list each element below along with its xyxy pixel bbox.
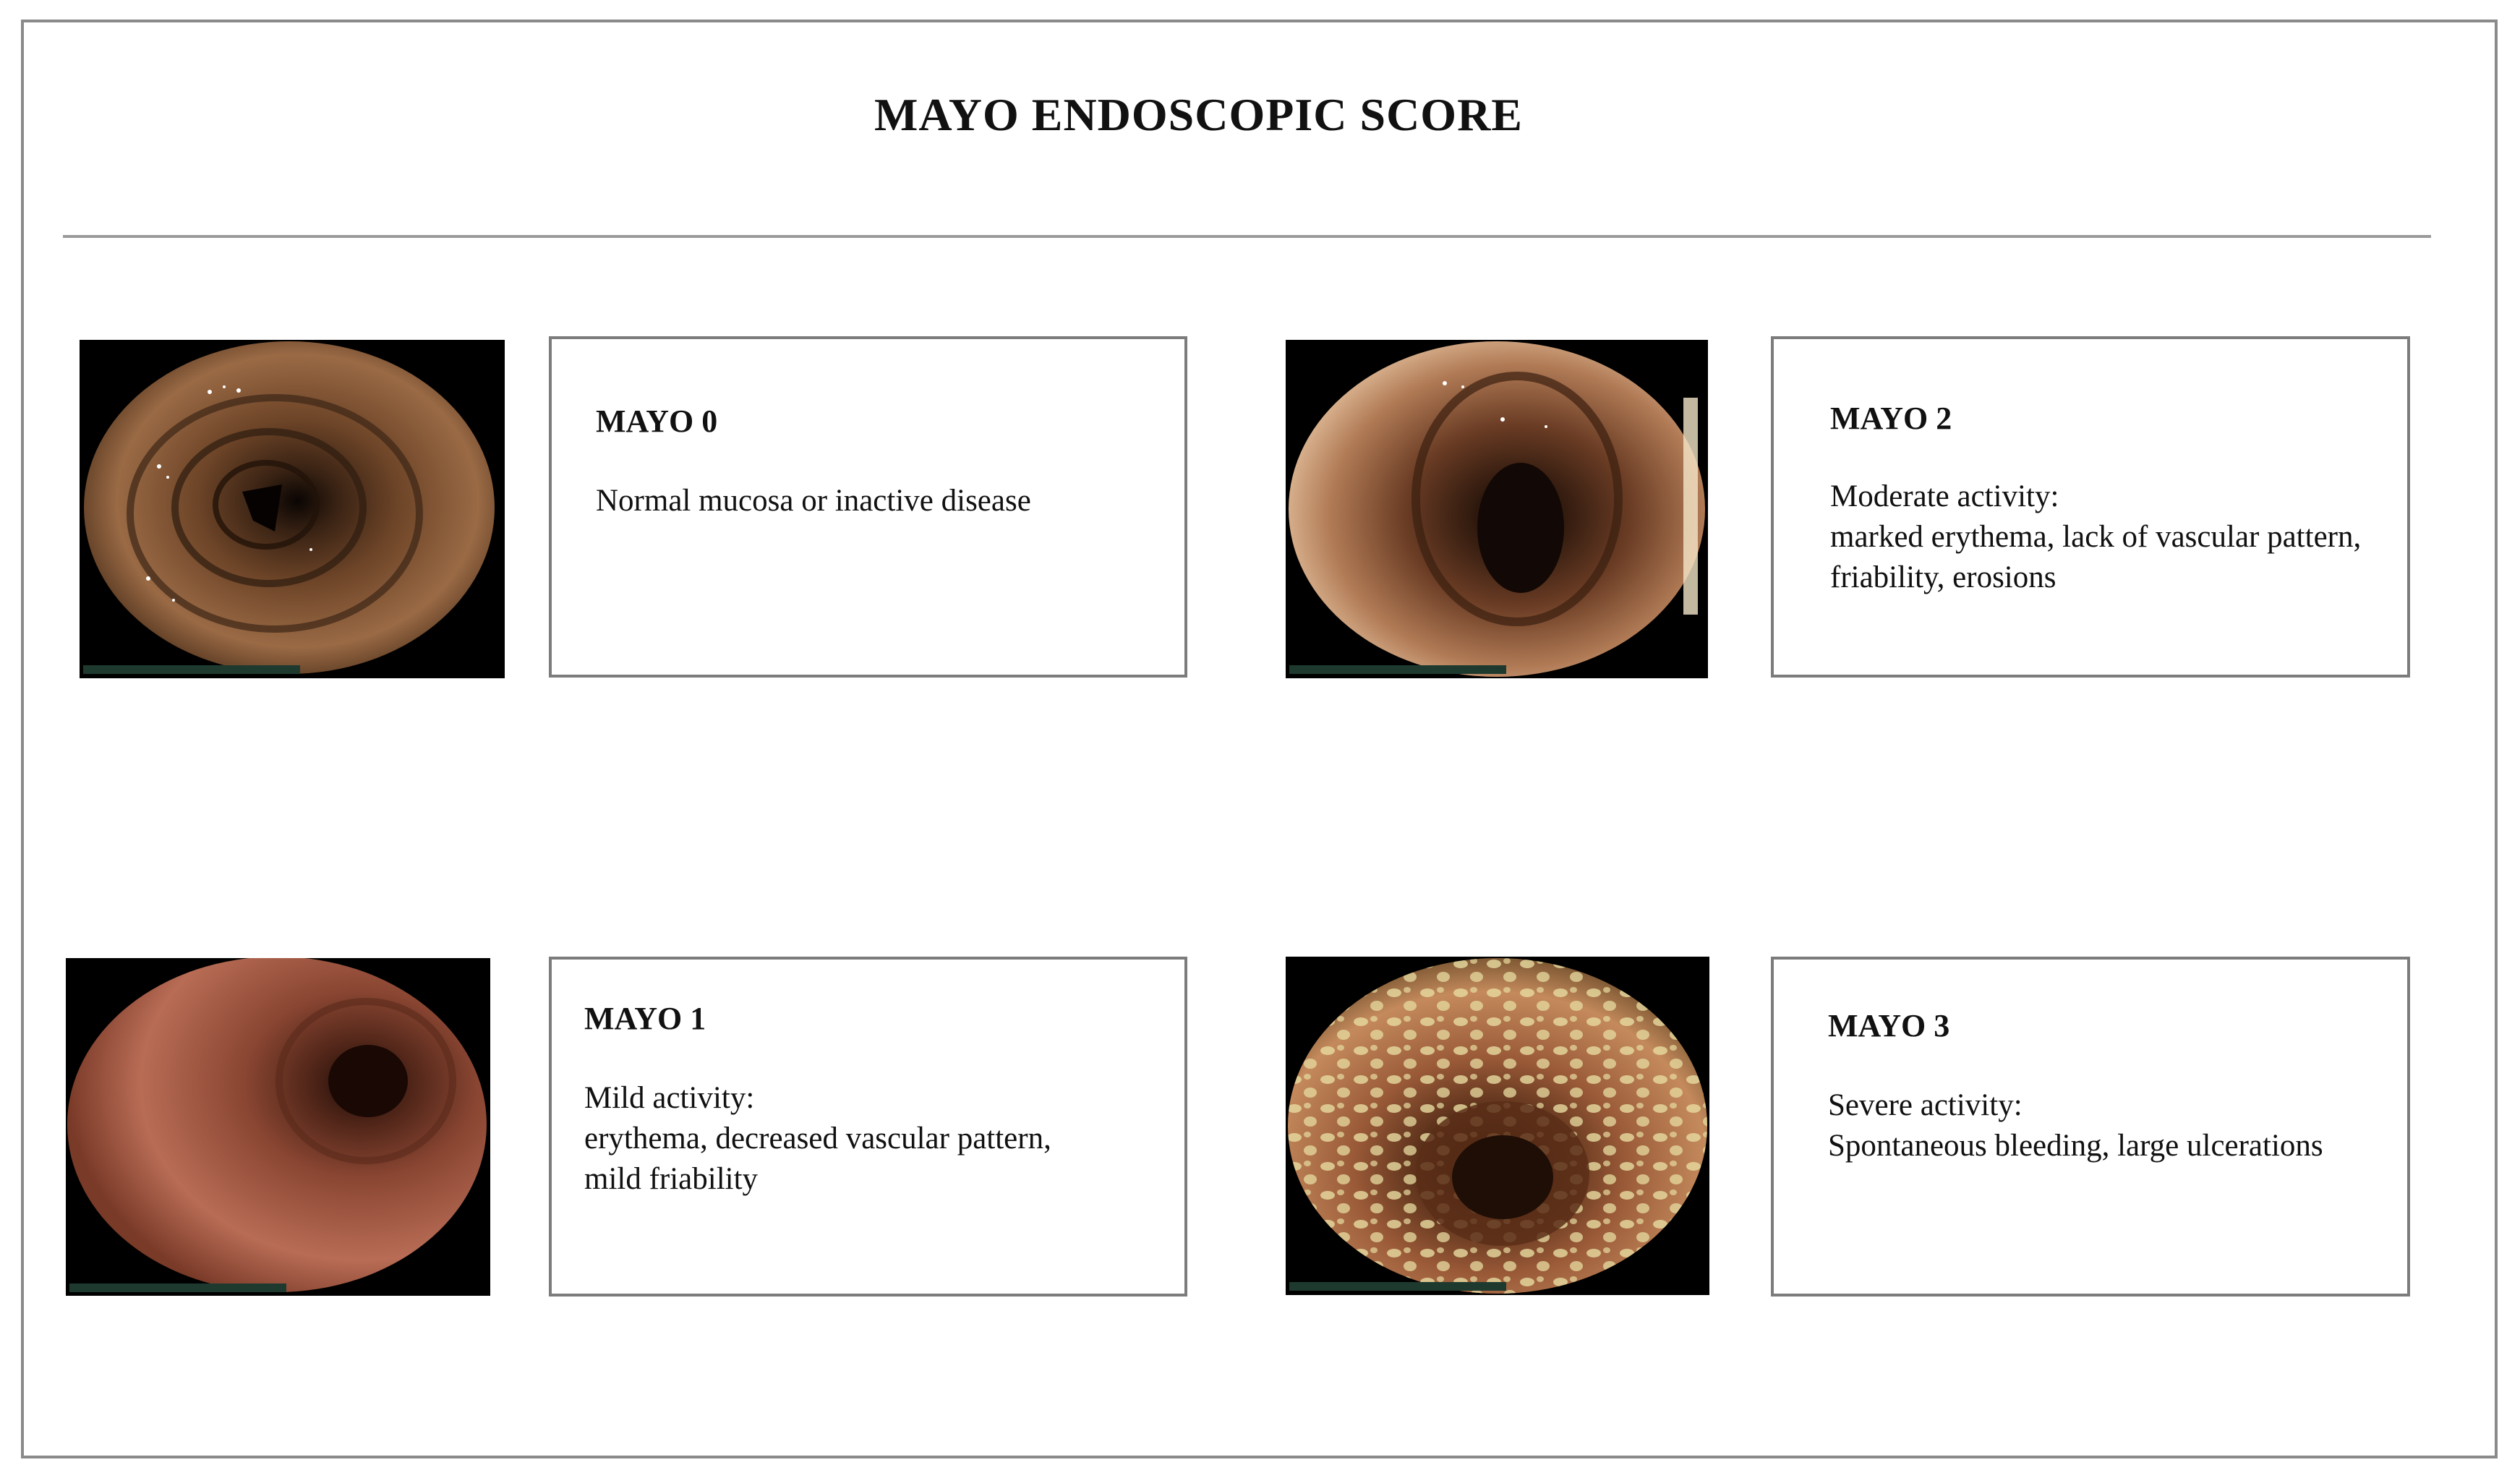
score-description: Normal mucosa or inactive disease	[596, 484, 1031, 518]
panel-mayo-2	[1771, 336, 2410, 678]
panel-mayo-0	[549, 336, 1187, 678]
score-description: Severe activity: Spontaneous bleeding, large ulcerations	[1828, 1088, 2323, 1163]
score-label: MAYO 2	[1830, 401, 1952, 436]
endoscopy-severe-activity-image	[1286, 957, 1709, 1295]
score-label: MAYO 1	[584, 1001, 706, 1036]
figure-title: MAYO ENDOSCOPIC SCORE	[874, 89, 1523, 140]
panel-mayo-3	[1771, 957, 2410, 1297]
endoscopy-mild-activity-image	[66, 958, 490, 1296]
score-description: Mild activity: erythema, decreased vascular pattern, mild friability	[584, 1081, 1051, 1196]
score-label: MAYO 0	[596, 403, 718, 439]
score-label: MAYO 3	[1828, 1008, 1950, 1043]
endoscopy-moderate-activity-image	[1286, 340, 1708, 678]
panel-mayo-1	[549, 957, 1187, 1297]
score-description: Moderate activity: marked erythema, lack of vascular pattern, friability, erosions	[1830, 479, 2362, 594]
endoscopy-normal-mucosa-image	[80, 340, 505, 678]
title-divider	[63, 235, 2431, 238]
